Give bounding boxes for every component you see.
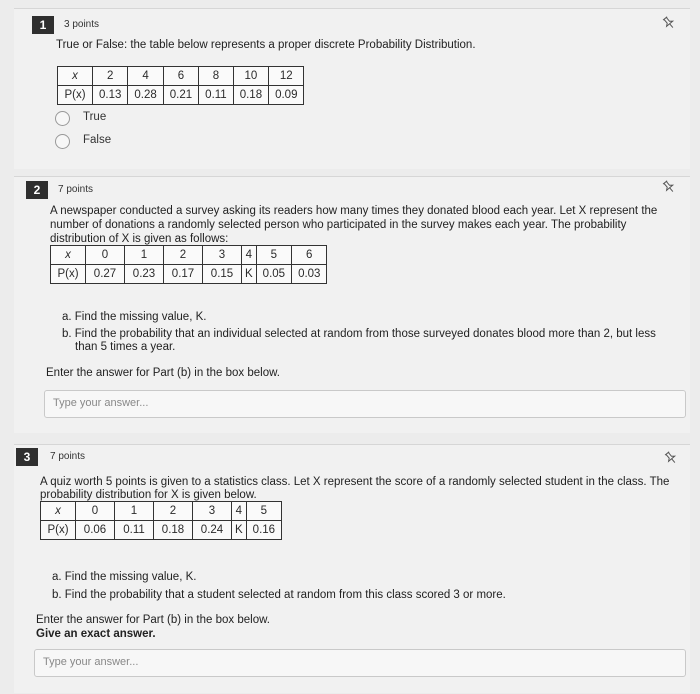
table-cell: 1 [125,246,164,265]
question-prompt-line: probability distribution for X is given below. [40,489,257,501]
table-cell: 0.17 [164,265,203,284]
pin-icon[interactable] [664,451,678,465]
table-cell: 0.23 [125,265,164,284]
pin-icon[interactable] [662,180,676,194]
part-a-text: a. Find the missing value, K. [52,571,197,583]
table-cell: 0.13 [93,86,128,105]
table-cell: 2 [164,246,203,265]
table-cell: 0 [76,502,115,521]
table-cell: 5 [246,502,281,521]
table-cell: 4 [128,67,163,86]
question-number: 2 [26,181,48,199]
table-cell: 6 [163,67,198,86]
table-cell: 0.11 [199,86,234,105]
table-cell: 10 [233,67,268,86]
table-cell: 4 [242,246,257,265]
table-cell: 1 [115,502,154,521]
answer-input[interactable] [35,650,675,674]
table-cell: 0.15 [203,265,242,284]
points-label: 7 points [50,451,86,462]
distribution-table [40,501,282,540]
table-header-cell: x [58,67,93,86]
table-row [58,86,304,105]
table-cell: 0.27 [86,265,125,284]
table-cell: 2 [93,67,128,86]
question-number: 3 [16,448,38,466]
table-cell: 6 [292,246,327,265]
table-header-cell: x [51,246,86,265]
pin-icon[interactable] [662,16,676,30]
table-cell: 0.18 [233,86,268,105]
table-cell: 3 [203,246,242,265]
table-row [51,246,327,265]
answer-input[interactable] [45,391,675,415]
option-true-label: True [83,111,107,123]
exact-answer-note: Give an exact answer. [36,628,156,640]
part-b-text-cont: than 5 times a year. [75,341,176,353]
table-row [41,521,282,540]
table-row [58,67,304,86]
table-cell: 0 [86,246,125,265]
table-cell: 0.28 [128,86,163,105]
table-cell: 12 [269,67,304,86]
table-header-cell: P(x) [51,265,86,284]
answer-box [34,649,686,677]
table-cell: 0.24 [193,521,232,540]
table-cell: 4 [232,502,247,521]
table-cell: 0.06 [76,521,115,540]
table-header-cell: P(x) [58,86,93,105]
radio-false[interactable] [55,134,70,149]
table-header-cell: x [41,502,76,521]
table-row [41,502,282,521]
table-cell: 0.16 [246,521,281,540]
question-prompt-line: A newspaper conducted a survey asking its readers how many times they donated blood each year. Let X represent the [50,205,658,217]
question-prompt-line: A quiz worth 5 points is given to a statistics class. Let X represent the score of a randomly selected student in the class. The [40,476,670,488]
question-prompt: True or False: the table below represents a proper discrete Probability Distribution. [56,39,476,51]
table-cell: 0.03 [292,265,327,284]
table-cell: K [242,265,257,284]
part-b-text: b. Find the probability that a student selected at random from this class scored 3 or more. [52,589,506,601]
question-prompt-line: number of donations a randomly selected person who participated in the survey makes each year. The probability [50,219,627,231]
table-header-cell: P(x) [41,521,76,540]
distribution-table [57,66,304,105]
table-cell: 8 [199,67,234,86]
answer-box [44,390,686,418]
points-label: 7 points [58,184,94,195]
answer-instruction: Enter the answer for Part (b) in the box below. [36,614,270,626]
table-cell: 0.09 [269,86,304,105]
question-number: 1 [32,16,54,34]
answer-instruction: Enter the answer for Part (b) in the box below. [46,367,280,379]
table-row [51,265,327,284]
option-false-label: False [83,134,112,146]
table-cell: 3 [193,502,232,521]
distribution-table [50,245,327,284]
table-cell: 0.18 [154,521,193,540]
table-cell: K [232,521,247,540]
table-cell: 2 [154,502,193,521]
part-b-text: b. Find the probability that an individual selected at random from those surveyed donates blood more than 2, but less [62,328,656,340]
table-cell: 5 [256,246,291,265]
table-cell: 0.21 [163,86,198,105]
table-cell: 0.11 [115,521,154,540]
points-label: 3 points [64,19,100,30]
table-cell: 0.05 [256,265,291,284]
part-a-text: a. Find the missing value, K. [62,311,207,323]
question-prompt-line: distribution of X is given as follows: [50,233,229,245]
radio-true[interactable] [55,111,70,126]
